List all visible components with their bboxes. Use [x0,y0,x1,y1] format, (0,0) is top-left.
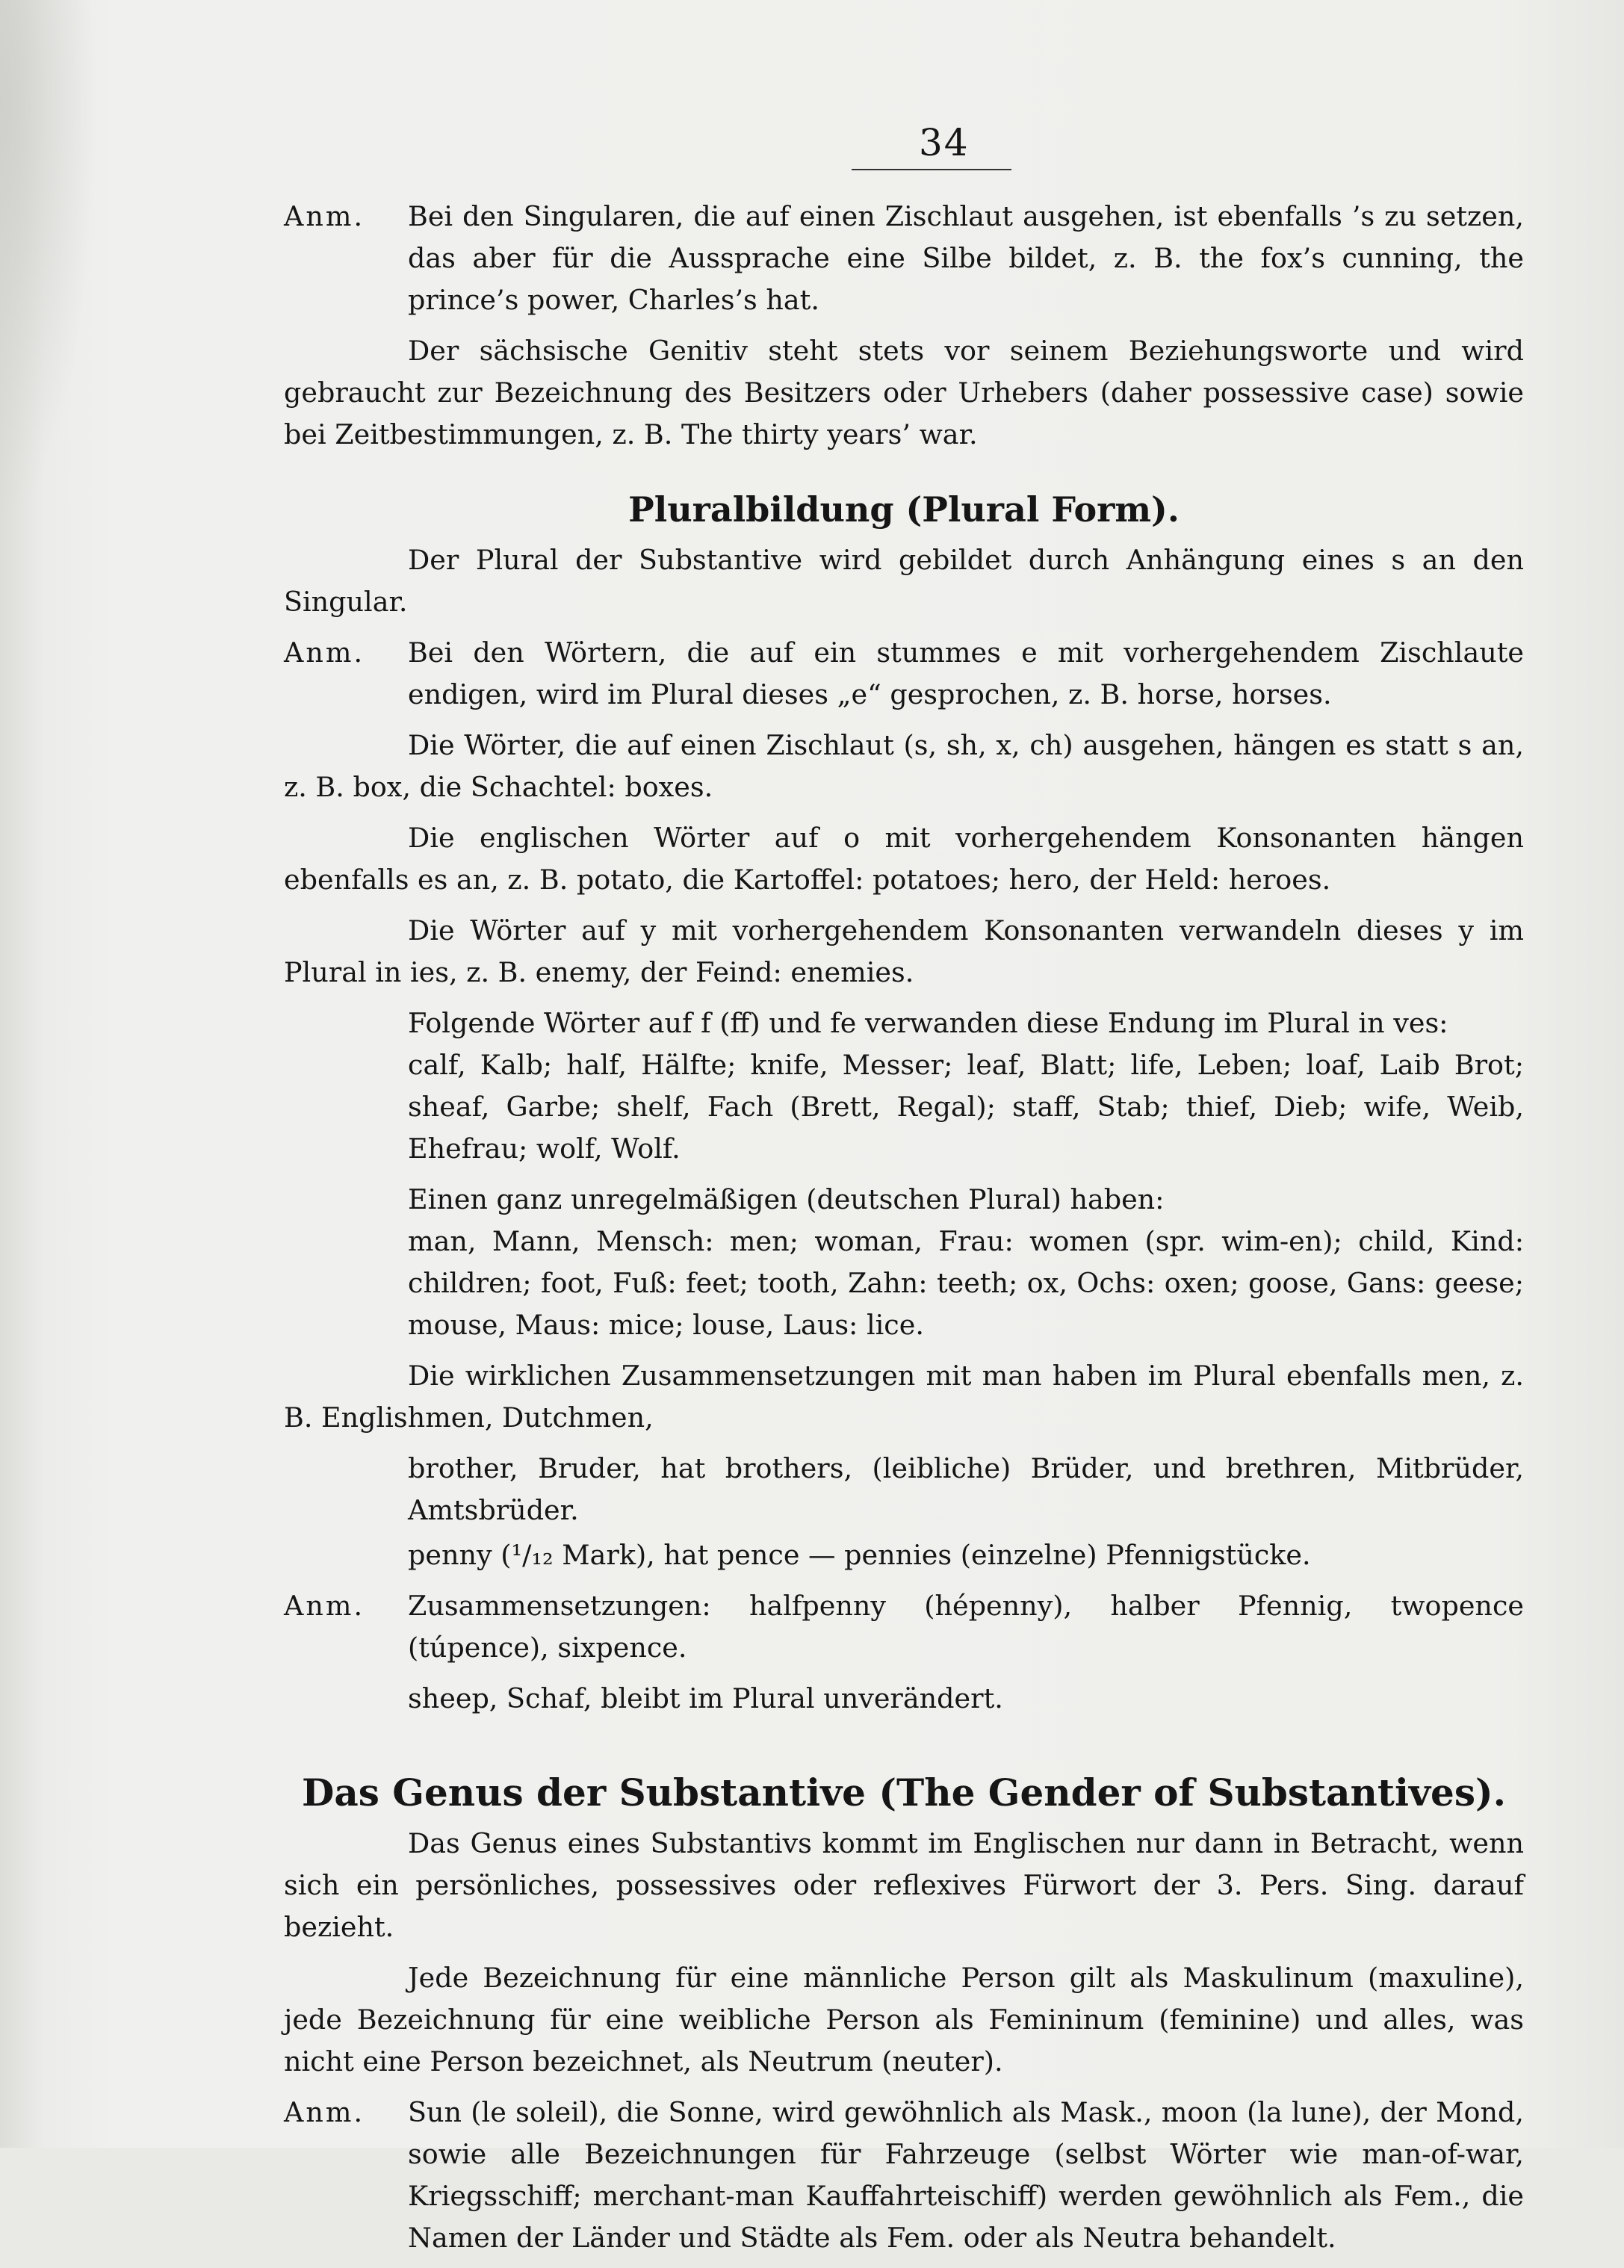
f-words-list: calf, Kalb; half, Hälfte; knife, Messer; leaf, Blatt; life, Leben; loaf, Laib Brot; sheaf, Garbe; shelf, Fach (Brett, Regal); staff, Stab; thief, Dieb; wife, Weib, Ehefrau; wolf, Wolf. [408,1049,1524,1165]
note-label: Anm. [284,200,365,232]
page-number: 34 [919,121,970,164]
irregular-intro: Einen ganz unregelmäßigen (deutschen Plural) haben: [408,1183,1165,1215]
note-text: Bei den Wörtern, die auf ein stummes e mit vorhergehendem Zischlaute endigen, wird im Plural dieses „e“ gesprochen, z. B. horse, horses. [408,636,1524,710]
penny-line: penny (¹/₁₂ Mark), hat pence — pennies (einzelne) Pfennigstücke. [408,1539,1311,1571]
page-body [284,196,1524,2268]
genus-paragraph-1: Das Genus eines Substantivs kommt im Englischen nur dann in Betracht, wenn sich ein persönliches, possessives oder reflexives Fürwort der 3. Pers. Sing. darauf bezieht. [284,1827,1524,1943]
note-label: Anm. [284,636,365,669]
note-paragraph [284,2092,1524,2259]
note-paragraph [284,196,1524,321]
note-paragraph [284,632,1524,716]
o-words-paragraph: Die englischen Wörter auf o mit vorhergehendem Konsonanten hängen ebenfalls es an, z. B. potato, die Kartoffel: potatoes; hero, der Held: heroes. [284,822,1524,896]
note-paragraph [284,1585,1524,1669]
note-text: Sun (le soleil), die Sonne, wird gewöhnlich als Mask., moon (la lune), der Mond, sowie alle Bezeichnungen für Fahrzeuge (selbst Wörter wie man-of-war, Kriegsschiff; merchant-man Kauffahrteischiff) werden gewöhnlich als Fem., die Namen der Länder und Städte als Fem. oder als Neutra behandelt. [408,2096,1524,2254]
genitive-paragraph: Der sächsische Genitiv steht stets vor seinem Beziehungsworte und wird gebraucht zur Bezeichnung des Besitzers oder Urhebers (daher possessive case) sowie bei Zeitbestimmungen, z. B. The thirty years’ war. [284,335,1524,450]
genus-paragraph-2: Jede Bezeichnung für eine männliche Person gilt als Maskulinum (maxuline), jede Bezeichnung für eine weibliche Person als Femininum (feminine) und alles, was nicht eine Person bezeichnet, als Neutrum (neuter). [284,1962,1524,2078]
page-edge-shadow [0,0,97,523]
brother-line: brother, Bruder, hat brothers, (leibliche) Brüder, und brethren, Mitbrüder, Amtsbrüder. [408,1452,1524,1526]
page-number-rule [852,169,1011,170]
sibilant-paragraph: Die Wörter, die auf einen Zischlaut (s, sh, x, ch) ausgehen, hängen es statt s an, z. B. box, die Schachtel: boxes. [284,729,1524,803]
note-text: Zusammensetzungen: halfpenny (hépenny), halber Pfennig, twopence (túpence), sixpence. [408,1590,1524,1664]
section-heading-plural: Pluralbildung (Plural Form). [628,489,1180,530]
irregular-list: man, Mann, Mensch: men; woman, Frau: women (spr. wim-en); child, Kind: children; foot, Fuß: feet; tooth, Zahn: teeth; ox, Ochs: oxen; goose, Gans: geese; mouse, Maus: mice; louse, Laus: lice. [408,1225,1524,1341]
note-label: Anm. [284,1590,365,1622]
plural-rule-paragraph: Der Plural der Substantive wird gebildet durch Anhängung eines s an den Singular. [284,544,1524,618]
section-heading-genus: Das Genus der Substantive (The Gender of Substantives). [301,1770,1507,1815]
f-words-intro: Folgende Wörter auf f (ff) und fe verwanden diese Endung im Plural in ves: [408,1007,1448,1039]
compounds-paragraph: Die wirklichen Zusammensetzungen mit man haben im Plural ebenfalls men, z. B. Englishmen, Dutchmen, [284,1360,1524,1434]
sheep-line: sheep, Schaf, bleibt im Plural unverändert. [408,1682,1003,1714]
note-label: Anm. [284,2096,365,2128]
y-words-paragraph: Die Wörter auf y mit vorhergehendem Konsonanten verwandeln dieses y im Plural in ies, z. B. enemy, der Feind: enemies. [284,914,1524,988]
note-text: Bei den Singularen, die auf einen Zischlaut ausgehen, ist ebenfalls ’s zu setzen, das aber für die Aussprache eine Silbe bildet, z. B. the fox’s cunning, the prince’s power, Charles’s hat. [408,200,1524,316]
